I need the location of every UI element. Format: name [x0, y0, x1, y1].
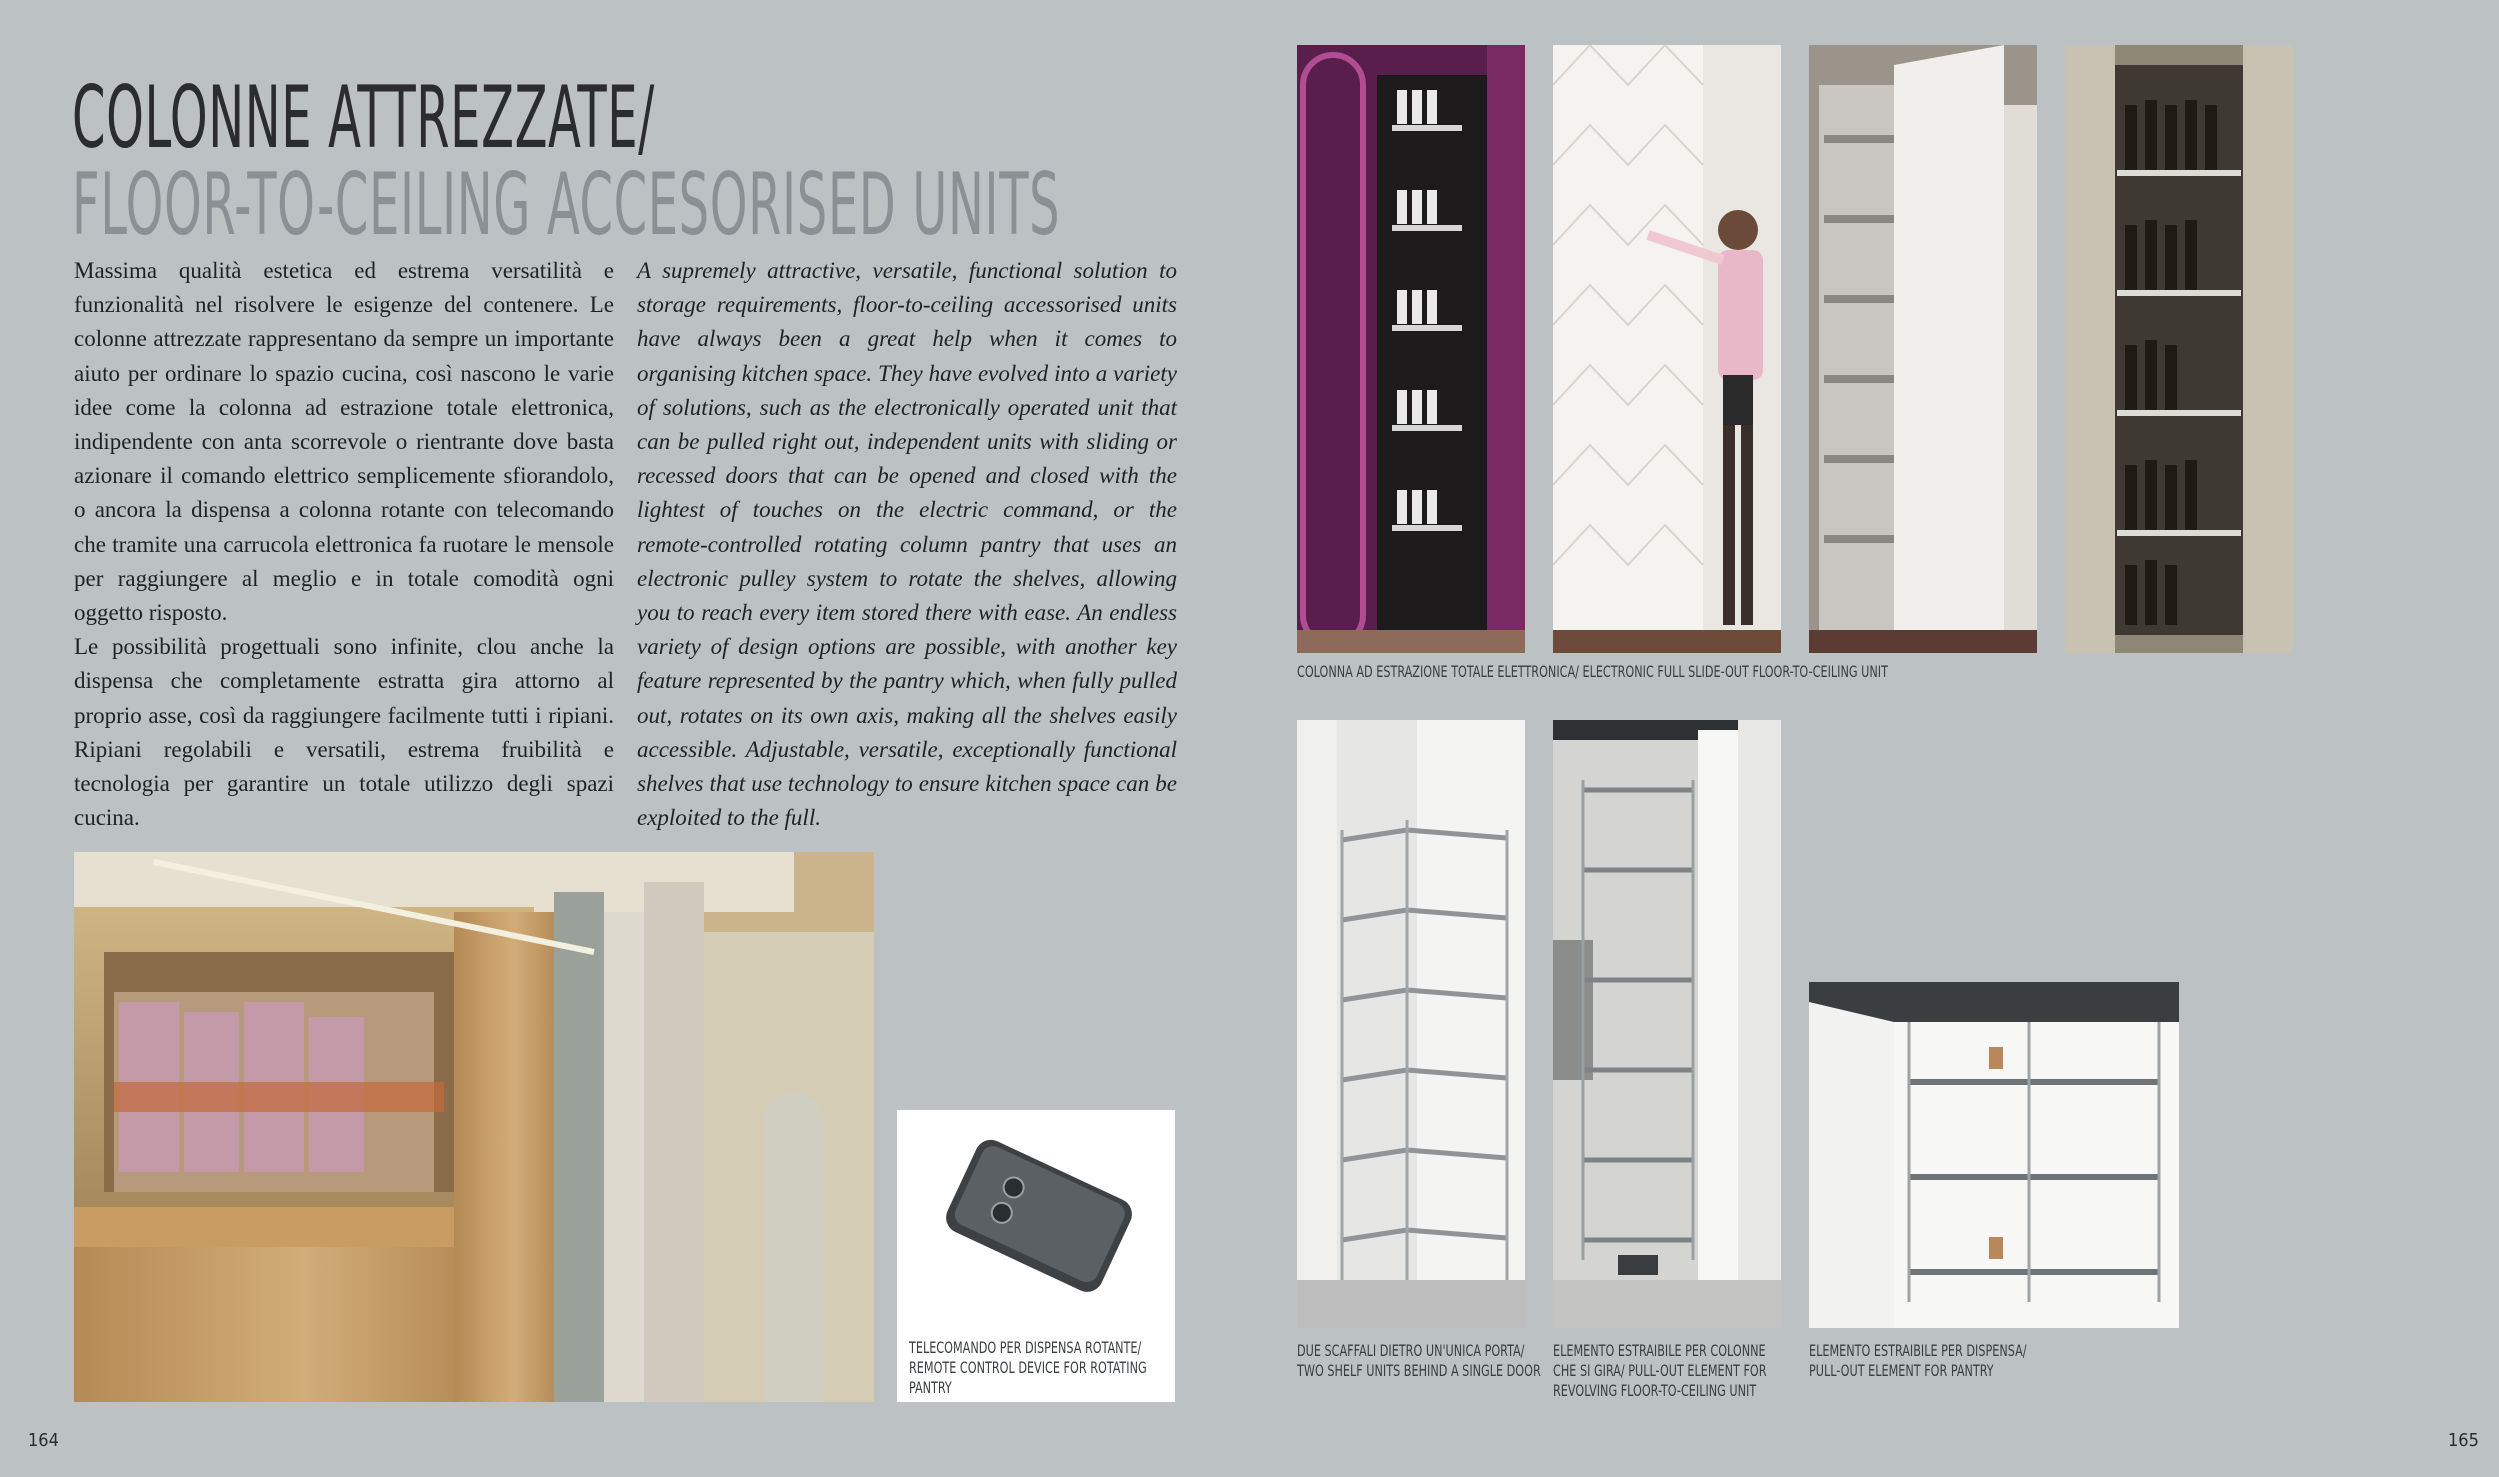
caption-line: REVOLVING FLOOR-TO-CEILING UNIT [1553, 1381, 1757, 1400]
woman-opening-cabinet-photo [1553, 45, 1781, 653]
caption-revolving [1553, 1341, 1767, 1401]
caption-line: TELECOMANDO PER DISPENSA ROTANTE/ [909, 1338, 1142, 1357]
pantry-pull-out-photo [1809, 982, 2179, 1328]
caption-line: ELEMENTO ESTRAIBILE PER COLONNE [1553, 1341, 1766, 1360]
page-title-italian: COLONNE ATTREZZATE/ [72, 68, 655, 168]
caption-line: CHE SI GIRA/ PULL-OUT ELEMENT FOR [1553, 1361, 1767, 1380]
wine-pantry-photo [2065, 45, 2293, 653]
paragraph: Le possibilità progettuali sono infinite, clou anche la dispensa che completamente estratta gira attorno al proprio asse, così da raggiungere facilmente tutti i ripiani. Ripiani regolabili e versatili, estrema fruibilità e tecnologia per garantire un totale utilizzo degli spazi cucina. [74, 634, 614, 831]
caption-line: TWO SHELF UNITS BEHIND A SINGLE DOOR [1297, 1361, 1541, 1380]
kitchen-cabinet-photo [74, 852, 874, 1402]
paragraph: A supremely attractive, versatile, functional solution to storage requirements, floor-to-ceiling accessorised units have always been a great help when it comes to organising kitchen space. They have evolved into a variety of solutions, such as the electronically operated unit that can be pulled right out, independent units with sliding or recessed doors that can be opened and closed with the lightest of touches on the electric command, or the remote-controlled rotating column pantry that uses an electronic pulley system to rotate the shelves, allowing you to reach every item stored there with ease. An endless variety of design options are possible, with another key feature represented by the pantry which, when fully pulled out, rotates on its own axis, making all the shelves easily accessible. Adjustable, versatile, exceptionally functional shelves that use technology to ensure kitchen space can be exploited to the full. [637, 258, 1177, 831]
page-number-left: 164 [28, 1430, 59, 1451]
revolving-pull-out-photo [1553, 720, 1781, 1328]
page-title-english: FLOOR-TO-CEILING ACCESORISED UNITS [72, 155, 1061, 255]
caption-line: ELEMENTO ESTRAIBILE PER DISPENSA/ [1809, 1341, 2027, 1360]
caption-two-shelf [1297, 1341, 1541, 1381]
caption-line: PANTRY [909, 1378, 952, 1397]
page-number-right: 165 [2448, 1430, 2479, 1451]
remote-control-photo [897, 1110, 1175, 1402]
paragraph: Massima qualità estetica ed estrema versatilità e funzionalità nel risolvere le esigenze del contenere. Le colonne attrezzate rappresentano da sempre un importante aiuto per ordinare lo spazio cucina, così nascono le varie idee come la colonna ad estrazione totale elettronica, indipendente con anta scorrevole o rientrante dove basta azionare il comando elettrico semplicemente sfiorandolo, o ancora la dispensa a colonna rotante con telecomando che tramite una carrucola elettronica fa ruotare le mensole per raggiungere al meglio e in totale comodità ogni oggetto risposto. [74, 258, 614, 626]
two-shelf-units-photo [1297, 720, 1525, 1328]
magenta-cabinet-photo [1297, 45, 1525, 653]
slide-out-unit-photo [1809, 45, 2037, 653]
caption-line: PULL-OUT ELEMENT FOR PANTRY [1809, 1361, 1994, 1380]
body-text-english [637, 254, 1177, 835]
caption-line: REMOTE CONTROL DEVICE FOR ROTATING [909, 1358, 1147, 1377]
caption-top-row: COLONNA AD ESTRAZIONE TOTALE ELETTRONICA/ ELECTRONIC FULL SLIDE-OUT FLOOR-TO-CEILING UNIT [1297, 662, 1888, 681]
caption-remote [909, 1338, 1147, 1398]
caption-line: DUE SCAFFALI DIETRO UN'UNICA PORTA/ [1297, 1341, 1525, 1360]
body-text-italian [74, 254, 614, 835]
caption-pantry [1809, 1341, 2027, 1381]
